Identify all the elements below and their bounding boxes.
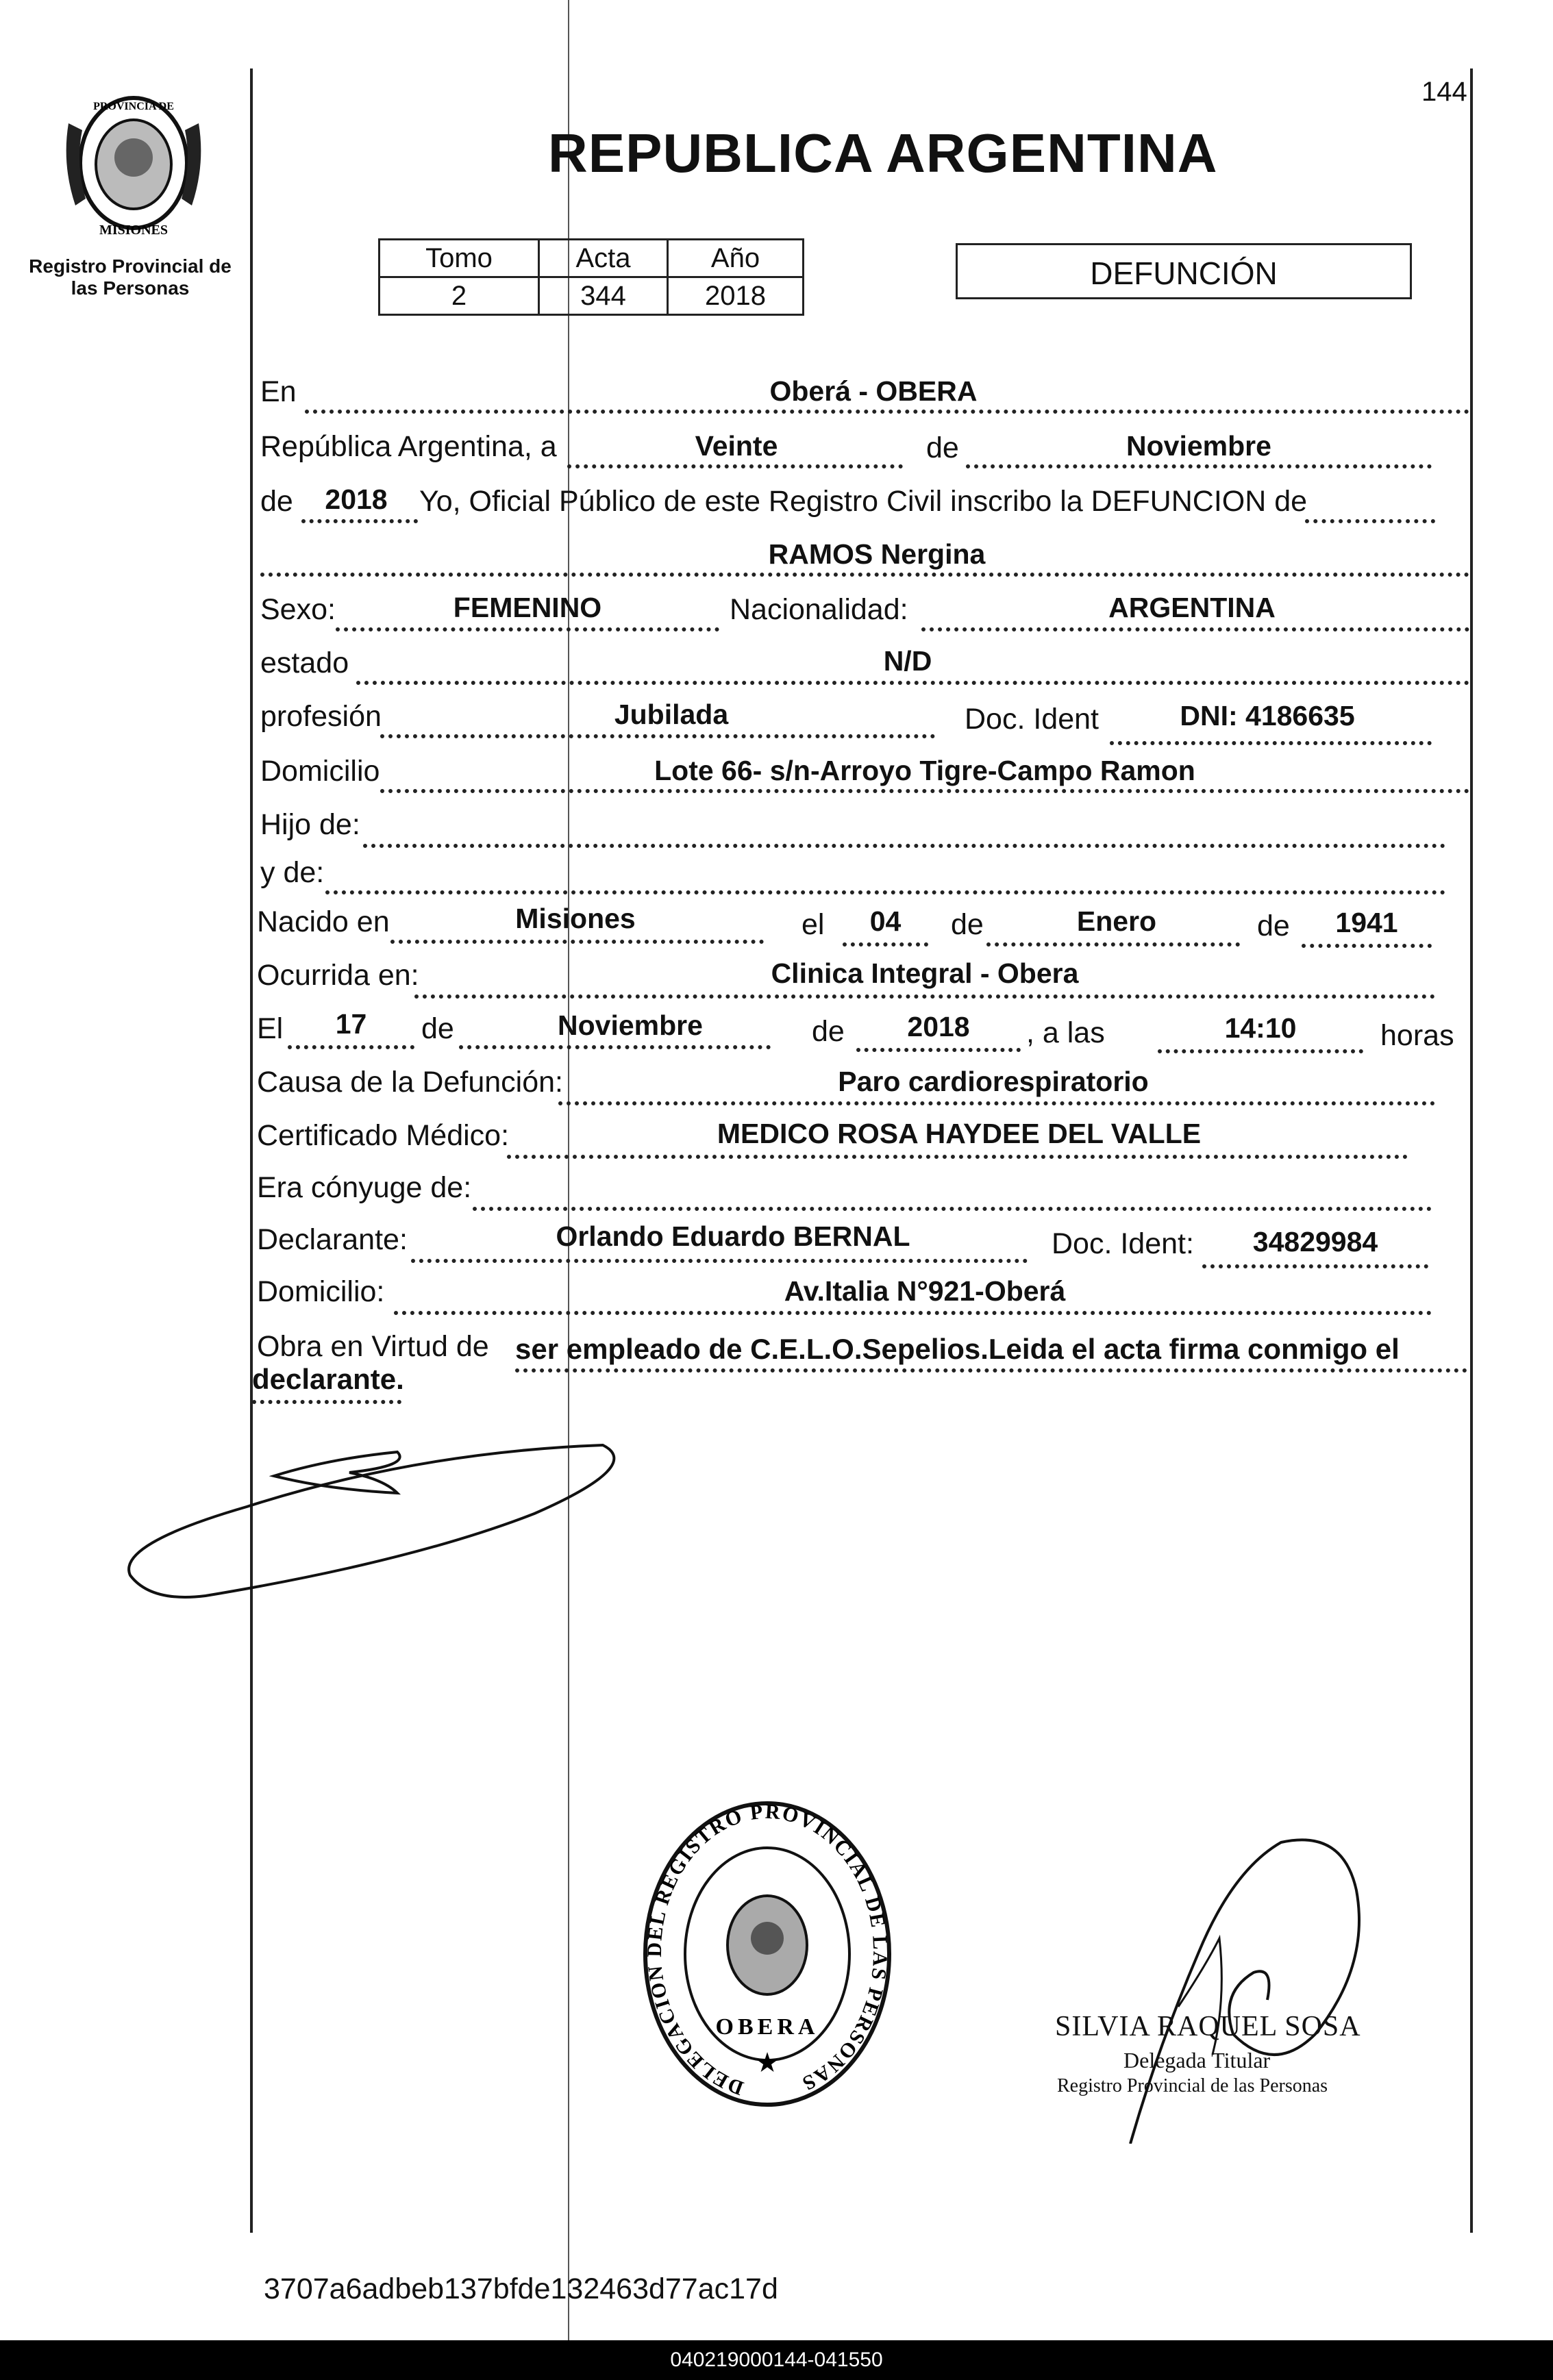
label-conyuge: Era cónyuge de:	[257, 1171, 472, 1204]
value-fallec-anio: 2018	[907, 1011, 970, 1042]
dotted-line	[921, 627, 1469, 631]
dotted-line	[252, 1400, 401, 1404]
label-en: En	[260, 375, 297, 408]
dotted-line	[288, 1045, 414, 1049]
table-header-acta: Acta	[539, 240, 668, 277]
label-de-3: de	[951, 908, 984, 941]
dotted-line	[363, 844, 1445, 848]
dotted-line	[305, 410, 1469, 414]
label-a-las: , a las	[1026, 1016, 1105, 1049]
label-el-cap: El	[257, 1012, 284, 1045]
dotted-line	[260, 573, 1469, 577]
label-republica: República Argentina, a	[260, 430, 557, 463]
value-ocurrida-en: Clinica Integral - Obera	[771, 957, 1079, 989]
label-nacionalidad: Nacionalidad:	[730, 593, 908, 626]
dotted-line	[515, 1368, 1467, 1373]
dotted-line	[1305, 519, 1435, 523]
seal-bottom-text: MISIONES	[99, 223, 169, 238]
dotted-line	[1158, 1049, 1363, 1053]
label-de-6: de	[812, 1015, 845, 1048]
label-de-2: de	[260, 485, 293, 518]
official-institution: Registro Provincial de las Personas	[1057, 2075, 1328, 2096]
label-domicilio: Domicilio	[260, 755, 380, 788]
label-estado: estado	[260, 647, 349, 679]
label-declarante: Declarante:	[257, 1223, 408, 1256]
label-doc-ident: Doc. Ident	[965, 703, 1099, 736]
value-estado: N/D	[883, 645, 932, 677]
label-de-4: de	[1257, 910, 1290, 942]
value-declarante-domicilio: Av.Italia N°921-Oberá	[784, 1275, 1066, 1307]
dotted-line	[380, 789, 1469, 793]
value-doc-ident: DNI: 4186635	[1180, 700, 1355, 731]
dotted-line	[390, 940, 764, 944]
value-causa: Paro cardiorespiratorio	[838, 1066, 1149, 1097]
center-fold-line	[568, 0, 569, 2342]
dotted-line	[966, 464, 1432, 468]
declarant-signature	[123, 1425, 630, 1603]
dotted-line	[843, 942, 928, 947]
table-header-anio: Año	[668, 240, 804, 277]
right-border-line	[1470, 68, 1473, 2233]
value-profesion: Jubilada	[614, 699, 729, 730]
dotted-line	[1110, 741, 1432, 745]
table-value-tomo: 2	[380, 277, 539, 315]
dotted-line	[394, 1311, 1432, 1315]
value-nacionalidad: ARGENTINA	[1108, 592, 1276, 623]
value-fallec-mes: Noviembre	[558, 1010, 703, 1041]
value-obra-texto-2: declarante.	[252, 1363, 404, 1395]
dotted-line	[301, 519, 418, 523]
dotted-line	[459, 1045, 771, 1049]
value-fallec-hora: 14:10	[1224, 1012, 1297, 1044]
label-domicilio-2: Domicilio:	[257, 1275, 385, 1308]
footer-code: 040219000144-041550	[0, 2340, 1553, 2380]
star-icon: ★	[755, 2048, 780, 2078]
value-nacido-lugar: Misiones	[515, 903, 636, 934]
registry-name	[27, 255, 233, 299]
label-sexo: Sexo:	[260, 593, 336, 626]
label-doc-ident-2: Doc. Ident:	[1052, 1227, 1194, 1260]
label-nacido-en: Nacido en	[257, 905, 390, 938]
page-title: REPUBLICA ARGENTINA	[548, 123, 1218, 184]
value-lugar: Oberá - OBERA	[769, 375, 978, 407]
dotted-line	[1302, 944, 1432, 948]
dotted-line	[1202, 1264, 1428, 1268]
label-certificado: Certificado Médico:	[257, 1119, 510, 1152]
registry-table	[378, 238, 804, 316]
dotted-line	[567, 464, 903, 468]
value-sexo: FEMENINO	[453, 592, 602, 623]
table-header-tomo: Tomo	[380, 240, 539, 277]
dotted-line	[336, 627, 719, 631]
registry-name-line1: Registro Provincial de	[29, 255, 232, 277]
value-declarante-doc: 34829984	[1252, 1226, 1378, 1257]
stamp-city: OBERA	[715, 2014, 819, 2040]
stamp-ring-text: DELEGACION DEL REGISTRO PROVINCIAL DE LAS PERSONAS	[643, 1800, 892, 2100]
dotted-line	[356, 681, 1469, 685]
value-nacido-mes: Enero	[1076, 905, 1157, 937]
dotted-line	[473, 1207, 1432, 1211]
value-nacido-anio: 1941	[1335, 907, 1398, 938]
registry-name-line2: las Personas	[71, 277, 190, 299]
label-hijo-de: Hijo de:	[260, 808, 360, 841]
dotted-line	[414, 994, 1435, 999]
label-ocurrida-en: Ocurrida en:	[257, 959, 419, 992]
label-causa: Causa de la Defunción:	[257, 1066, 564, 1099]
label-y-de: y de:	[260, 856, 325, 889]
dotted-line	[558, 1101, 1435, 1105]
official-name: SILVIA RAQUEL SOSA	[1055, 2011, 1361, 2042]
value-nombre: RAMOS Nergina	[768, 538, 986, 570]
value-obra-texto: ser empleado de C.E.L.O.Sepelios.Leida el acta firma conmigo el	[515, 1333, 1400, 1365]
value-anio: 2018	[325, 484, 388, 515]
dotted-line	[325, 890, 1445, 894]
label-horas: horas	[1380, 1019, 1454, 1052]
table-value-acta: 344	[539, 277, 668, 315]
value-domicilio: Lote 66- s/n-Arroyo Tigre-Campo Ramon	[654, 755, 1195, 786]
value-dia-texto: Veinte	[695, 430, 778, 462]
official-role: Delegada Titular	[1123, 2048, 1271, 2072]
dotted-line	[856, 1048, 1021, 1052]
label-de-5: de	[421, 1012, 454, 1045]
label-el: el	[802, 908, 825, 941]
label-yo-oficial: Yo, Oficial Público de este Registro Civil inscribo la DEFUNCION de	[419, 485, 1308, 518]
label-profesion: profesión	[260, 700, 382, 733]
provincial-seal-icon	[58, 82, 209, 250]
label-de: de	[926, 431, 959, 464]
dotted-line	[380, 734, 935, 738]
dotted-line	[411, 1259, 1028, 1263]
value-mes-texto: Noviembre	[1126, 430, 1271, 462]
value-certificado: MEDICO ROSA HAYDEE DEL VALLE	[717, 1118, 1202, 1149]
dotted-line	[507, 1155, 1408, 1159]
label-obra-en-virtud: Obra en Virtud de	[257, 1330, 489, 1363]
table-value-anio: 2018	[668, 277, 804, 315]
page-number: 144	[1421, 77, 1467, 107]
value-nacido-dia: 04	[869, 905, 902, 937]
official-stamp	[641, 1798, 894, 2113]
value-fallec-dia: 17	[335, 1008, 367, 1040]
left-border-line	[250, 68, 253, 2233]
document-hash: 3707a6adbeb137bfde132463d77ac17d	[264, 2272, 778, 2305]
value-declarante: Orlando Eduardo BERNAL	[556, 1220, 910, 1252]
document-type-box: DEFUNCIÓN	[956, 243, 1412, 299]
seal-top-text: PROVINCIA DE	[93, 101, 174, 112]
dotted-line	[986, 942, 1240, 947]
